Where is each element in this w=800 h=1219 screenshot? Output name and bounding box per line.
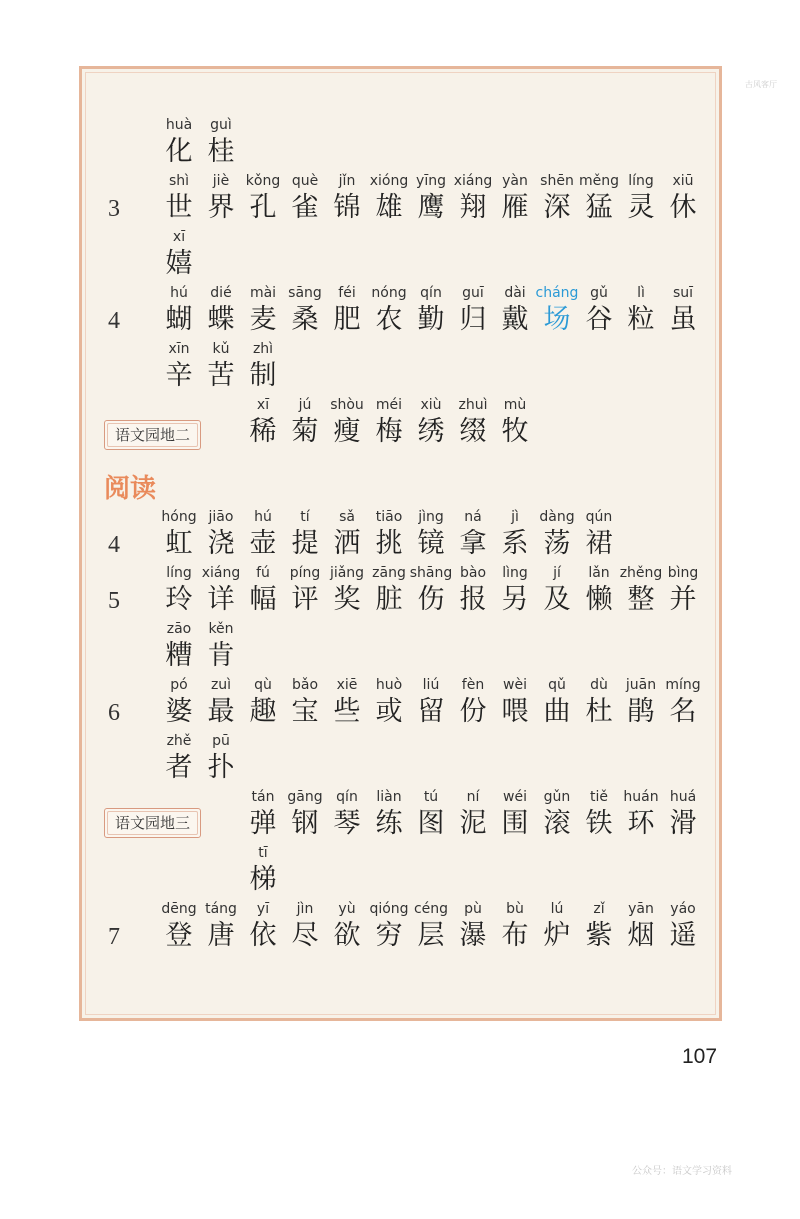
pinyin: nóng [371, 285, 407, 301]
char-cell [200, 620, 242, 674]
hanzi: 层 [417, 920, 445, 951]
hanzi: 遥 [669, 920, 697, 951]
hanzi: 尽 [291, 920, 319, 951]
pinyin: wèi [503, 677, 527, 693]
hanzi: 瀑 [459, 920, 487, 951]
pinyin: liàn [376, 789, 402, 805]
pinyin: lìng [502, 565, 528, 581]
hanzi: 滑 [669, 808, 697, 839]
pinyin: zhěng [619, 565, 663, 581]
hanzi: 嬉 [165, 248, 193, 279]
hanzi: 农 [375, 304, 403, 335]
hanzi: 浇 [207, 528, 235, 559]
pinyin: huá [669, 789, 697, 805]
hanzi: 裙 [585, 528, 613, 559]
pinyin: ná [464, 509, 482, 525]
pinyin: jìn [296, 901, 314, 917]
char-cell [242, 844, 284, 898]
hanzi: 桑 [291, 304, 319, 335]
hanzi: 幅 [249, 584, 277, 615]
hanzi: 牧 [501, 416, 529, 447]
hanzi: 名 [669, 696, 697, 727]
pinyin: xīn [168, 341, 190, 357]
hanzi: 缀 [459, 416, 487, 447]
hanzi: 鹰 [417, 192, 445, 223]
pinyin: líng [628, 173, 654, 189]
char-cell [662, 564, 704, 618]
pinyin: què [291, 173, 319, 189]
hanzi: 环 [627, 808, 655, 839]
pinyin: hú [254, 509, 272, 525]
pinyin: míng [665, 677, 701, 693]
lesson-number: 7 [108, 924, 120, 950]
hanzi: 蝶 [207, 304, 235, 335]
hanzi: 伤 [417, 584, 445, 615]
watermark-bottom: 公众号：语文学习资料 [632, 1166, 732, 1177]
hanzi: 整 [627, 584, 655, 615]
hanzi: 肥 [333, 304, 361, 335]
hanzi: 制 [249, 360, 277, 391]
pinyin: zhuì [458, 397, 488, 413]
hanzi: 泥 [459, 808, 487, 839]
pinyin: yīng [416, 173, 446, 189]
char-cell [662, 788, 704, 842]
unit-tag-garden2: 语文园地二 [104, 420, 201, 450]
hanzi: 登 [165, 920, 193, 951]
pinyin: céng [413, 901, 449, 917]
hanzi: 雄 [375, 192, 403, 223]
pinyin: qín [420, 285, 442, 301]
pinyin: cháng [535, 285, 579, 301]
char-cell [662, 284, 704, 338]
hanzi: 荡 [543, 528, 571, 559]
pinyin: xiù [420, 397, 442, 413]
hanzi: 壶 [249, 528, 277, 559]
pinyin: fèn [461, 677, 485, 693]
pinyin: mài [249, 285, 277, 301]
pinyin: jí [553, 565, 561, 581]
pinyin: tí [300, 509, 310, 525]
hanzi: 猛 [585, 192, 613, 223]
pinyin: bù [506, 901, 524, 917]
pinyin: huò [375, 677, 403, 693]
pinyin: yī [256, 901, 270, 917]
hanzi: 稀 [249, 416, 277, 447]
pinyin: yáo [670, 901, 696, 917]
hanzi: 肯 [207, 640, 235, 671]
pinyin: táng [205, 901, 237, 917]
hanzi: 评 [291, 584, 319, 615]
pinyin: xī [172, 229, 186, 245]
pinyin: zǐ [593, 901, 605, 917]
hanzi: 梅 [375, 416, 403, 447]
pinyin: mù [503, 397, 527, 413]
unit-tag-garden3: 语文园地三 [104, 808, 201, 838]
hanzi: 围 [501, 808, 529, 839]
hanzi: 粒 [627, 304, 655, 335]
hanzi: 戴 [501, 304, 529, 335]
hanzi: 糟 [165, 640, 193, 671]
pinyin: gǔn [543, 789, 571, 805]
pinyin: huán [623, 789, 659, 805]
hanzi: 炉 [543, 920, 571, 951]
pinyin: měng [578, 173, 619, 189]
hanzi: 辛 [165, 360, 193, 391]
hanzi: 场 [543, 304, 571, 335]
lesson-number: 4 [108, 308, 120, 334]
pinyin: guì [210, 117, 232, 133]
pinyin: shāng [409, 565, 453, 581]
pinyin: kǒng [245, 173, 281, 189]
hanzi: 绣 [417, 416, 445, 447]
lesson-number: 6 [108, 700, 120, 726]
hanzi: 勤 [417, 304, 445, 335]
pinyin: ní [466, 789, 480, 805]
hanzi: 者 [165, 752, 193, 783]
hanzi: 麦 [249, 304, 277, 335]
lesson-number: 5 [108, 588, 120, 614]
pinyin: dié [210, 285, 232, 301]
hanzi: 些 [333, 696, 361, 727]
hanzi: 休 [669, 192, 697, 223]
pinyin: qǔ [548, 677, 566, 693]
hanzi: 或 [375, 696, 403, 727]
char-cell [200, 116, 242, 170]
pinyin: lú [550, 901, 564, 917]
hanzi: 桂 [207, 136, 235, 167]
hanzi: 钢 [291, 808, 319, 839]
pinyin: xiū [672, 173, 694, 189]
pinyin: dù [590, 677, 608, 693]
hanzi: 杜 [585, 696, 613, 727]
hanzi: 虽 [669, 304, 697, 335]
pinyin: zhì [252, 341, 274, 357]
pinyin: hú [170, 285, 188, 301]
hanzi: 弹 [249, 808, 277, 839]
pinyin: tī [258, 845, 268, 861]
pinyin: pù [464, 901, 482, 917]
pinyin: jiǎng [329, 565, 365, 581]
pinyin: bìng [667, 565, 699, 581]
hanzi: 归 [459, 304, 487, 335]
hanzi: 虹 [165, 528, 193, 559]
hanzi: 奖 [333, 584, 361, 615]
pinyin: pó [170, 677, 188, 693]
pinyin: kěn [208, 621, 234, 637]
pinyin: xióng [369, 173, 409, 189]
hanzi: 孔 [249, 192, 277, 223]
hanzi: 布 [501, 920, 529, 951]
pinyin: shēn [540, 173, 574, 189]
hanzi: 最 [207, 696, 235, 727]
pinyin: xiáng [201, 565, 241, 581]
pinyin: qù [254, 677, 272, 693]
hanzi: 琴 [333, 808, 361, 839]
hanzi: 及 [543, 584, 571, 615]
pinyin: qún [585, 509, 613, 525]
char-cell [494, 396, 536, 450]
char-cell [200, 732, 242, 786]
char-cell [662, 172, 704, 226]
hanzi: 灵 [627, 192, 655, 223]
pinyin: yàn [502, 173, 528, 189]
hanzi: 扑 [207, 752, 235, 783]
hanzi: 练 [375, 808, 403, 839]
hanzi: 另 [501, 584, 529, 615]
pinyin: dàng [539, 509, 575, 525]
hanzi: 喂 [501, 696, 529, 727]
char-cell [158, 228, 200, 282]
pinyin: qín [336, 789, 358, 805]
hanzi: 唐 [207, 920, 235, 951]
pinyin: zāng [372, 565, 406, 581]
hanzi: 脏 [375, 584, 403, 615]
pinyin: jú [298, 397, 312, 413]
hanzi: 并 [669, 584, 697, 615]
pinyin: xī [256, 397, 270, 413]
hanzi: 懒 [585, 584, 613, 615]
hanzi: 份 [459, 696, 487, 727]
page-number: 107 [682, 1045, 718, 1068]
pinyin: guī [462, 285, 484, 301]
section-title: 阅读 [104, 474, 157, 504]
hanzi: 梯 [249, 864, 277, 895]
hanzi: 化 [165, 136, 193, 167]
pinyin: shòu [330, 397, 364, 413]
hanzi: 紫 [585, 920, 613, 951]
pinyin: gǔ [590, 285, 608, 301]
hanzi: 世 [165, 192, 193, 223]
hanzi: 挑 [375, 528, 403, 559]
pinyin: suī [672, 285, 694, 301]
hanzi: 留 [417, 696, 445, 727]
hanzi: 系 [501, 528, 529, 559]
pinyin: líng [166, 565, 192, 581]
char-cell [662, 900, 704, 954]
hanzi: 滚 [543, 808, 571, 839]
hanzi: 翔 [459, 192, 487, 223]
pinyin: qióng [369, 901, 409, 917]
pinyin: dēng [161, 901, 197, 917]
pinyin: huà [165, 117, 193, 133]
pinyin: wéi [503, 789, 527, 805]
lesson-number: 4 [108, 532, 120, 558]
pinyin: xiáng [453, 173, 493, 189]
lesson-number: 3 [108, 196, 120, 222]
pinyin: sǎ [339, 509, 355, 525]
pinyin: pū [212, 733, 230, 749]
pinyin: jiāo [208, 509, 234, 525]
pinyin: jì [511, 509, 519, 525]
pinyin: tiě [590, 789, 608, 805]
pinyin: hóng [161, 509, 197, 525]
hanzi: 菊 [291, 416, 319, 447]
hanzi: 锦 [333, 192, 361, 223]
hanzi: 烟 [627, 920, 655, 951]
hanzi: 洒 [333, 528, 361, 559]
hanzi: 报 [459, 584, 487, 615]
hanzi: 依 [249, 920, 277, 951]
hanzi: 婆 [165, 696, 193, 727]
hanzi: 玲 [165, 584, 193, 615]
pinyin: shì [168, 173, 190, 189]
hanzi: 铁 [585, 808, 613, 839]
hanzi: 拿 [459, 528, 487, 559]
hanzi: 宝 [291, 696, 319, 727]
pinyin: yān [628, 901, 654, 917]
hanzi: 蝴 [165, 304, 193, 335]
watermark-top: 古风客厅 [745, 80, 777, 89]
pinyin: fú [256, 565, 270, 581]
pinyin: jìng [418, 509, 444, 525]
hanzi: 界 [207, 192, 235, 223]
hanzi: 曲 [543, 696, 571, 727]
pinyin: tán [251, 789, 275, 805]
hanzi: 穷 [375, 920, 403, 951]
hanzi: 图 [417, 808, 445, 839]
pinyin: bào [459, 565, 487, 581]
pinyin: méi [375, 397, 403, 413]
hanzi: 欲 [333, 920, 361, 951]
pinyin: gāng [287, 789, 323, 805]
hanzi: 深 [543, 192, 571, 223]
hanzi: 雁 [501, 192, 529, 223]
hanzi: 瘦 [333, 416, 361, 447]
pinyin: zāo [166, 621, 192, 637]
pinyin: féi [338, 285, 356, 301]
pinyin: zuì [210, 677, 232, 693]
pinyin: jiè [212, 173, 230, 189]
hanzi: 雀 [291, 192, 319, 223]
pinyin: lǎn [588, 565, 610, 581]
hanzi: 提 [291, 528, 319, 559]
pinyin: zhě [166, 733, 192, 749]
char-cell [242, 340, 284, 394]
pinyin: liú [422, 677, 440, 693]
pinyin: juān [625, 677, 657, 693]
char-cell [662, 676, 704, 730]
hanzi: 详 [207, 584, 235, 615]
pinyin: bǎo [291, 677, 319, 693]
hanzi: 谷 [585, 304, 613, 335]
hanzi: 苦 [207, 360, 235, 391]
pinyin: dài [504, 285, 526, 301]
pinyin: píng [289, 565, 321, 581]
pinyin: kǔ [212, 341, 230, 357]
char-cell [578, 508, 620, 562]
pinyin: xiē [336, 677, 358, 693]
pinyin: yù [338, 901, 356, 917]
pinyin: tú [423, 789, 439, 805]
pinyin: sāng [288, 285, 322, 301]
hanzi: 鹃 [627, 696, 655, 727]
pinyin: lì [637, 285, 645, 301]
pinyin: jǐn [338, 173, 356, 189]
hanzi: 趣 [249, 696, 277, 727]
pinyin: tiāo [375, 509, 403, 525]
hanzi: 镜 [417, 528, 445, 559]
